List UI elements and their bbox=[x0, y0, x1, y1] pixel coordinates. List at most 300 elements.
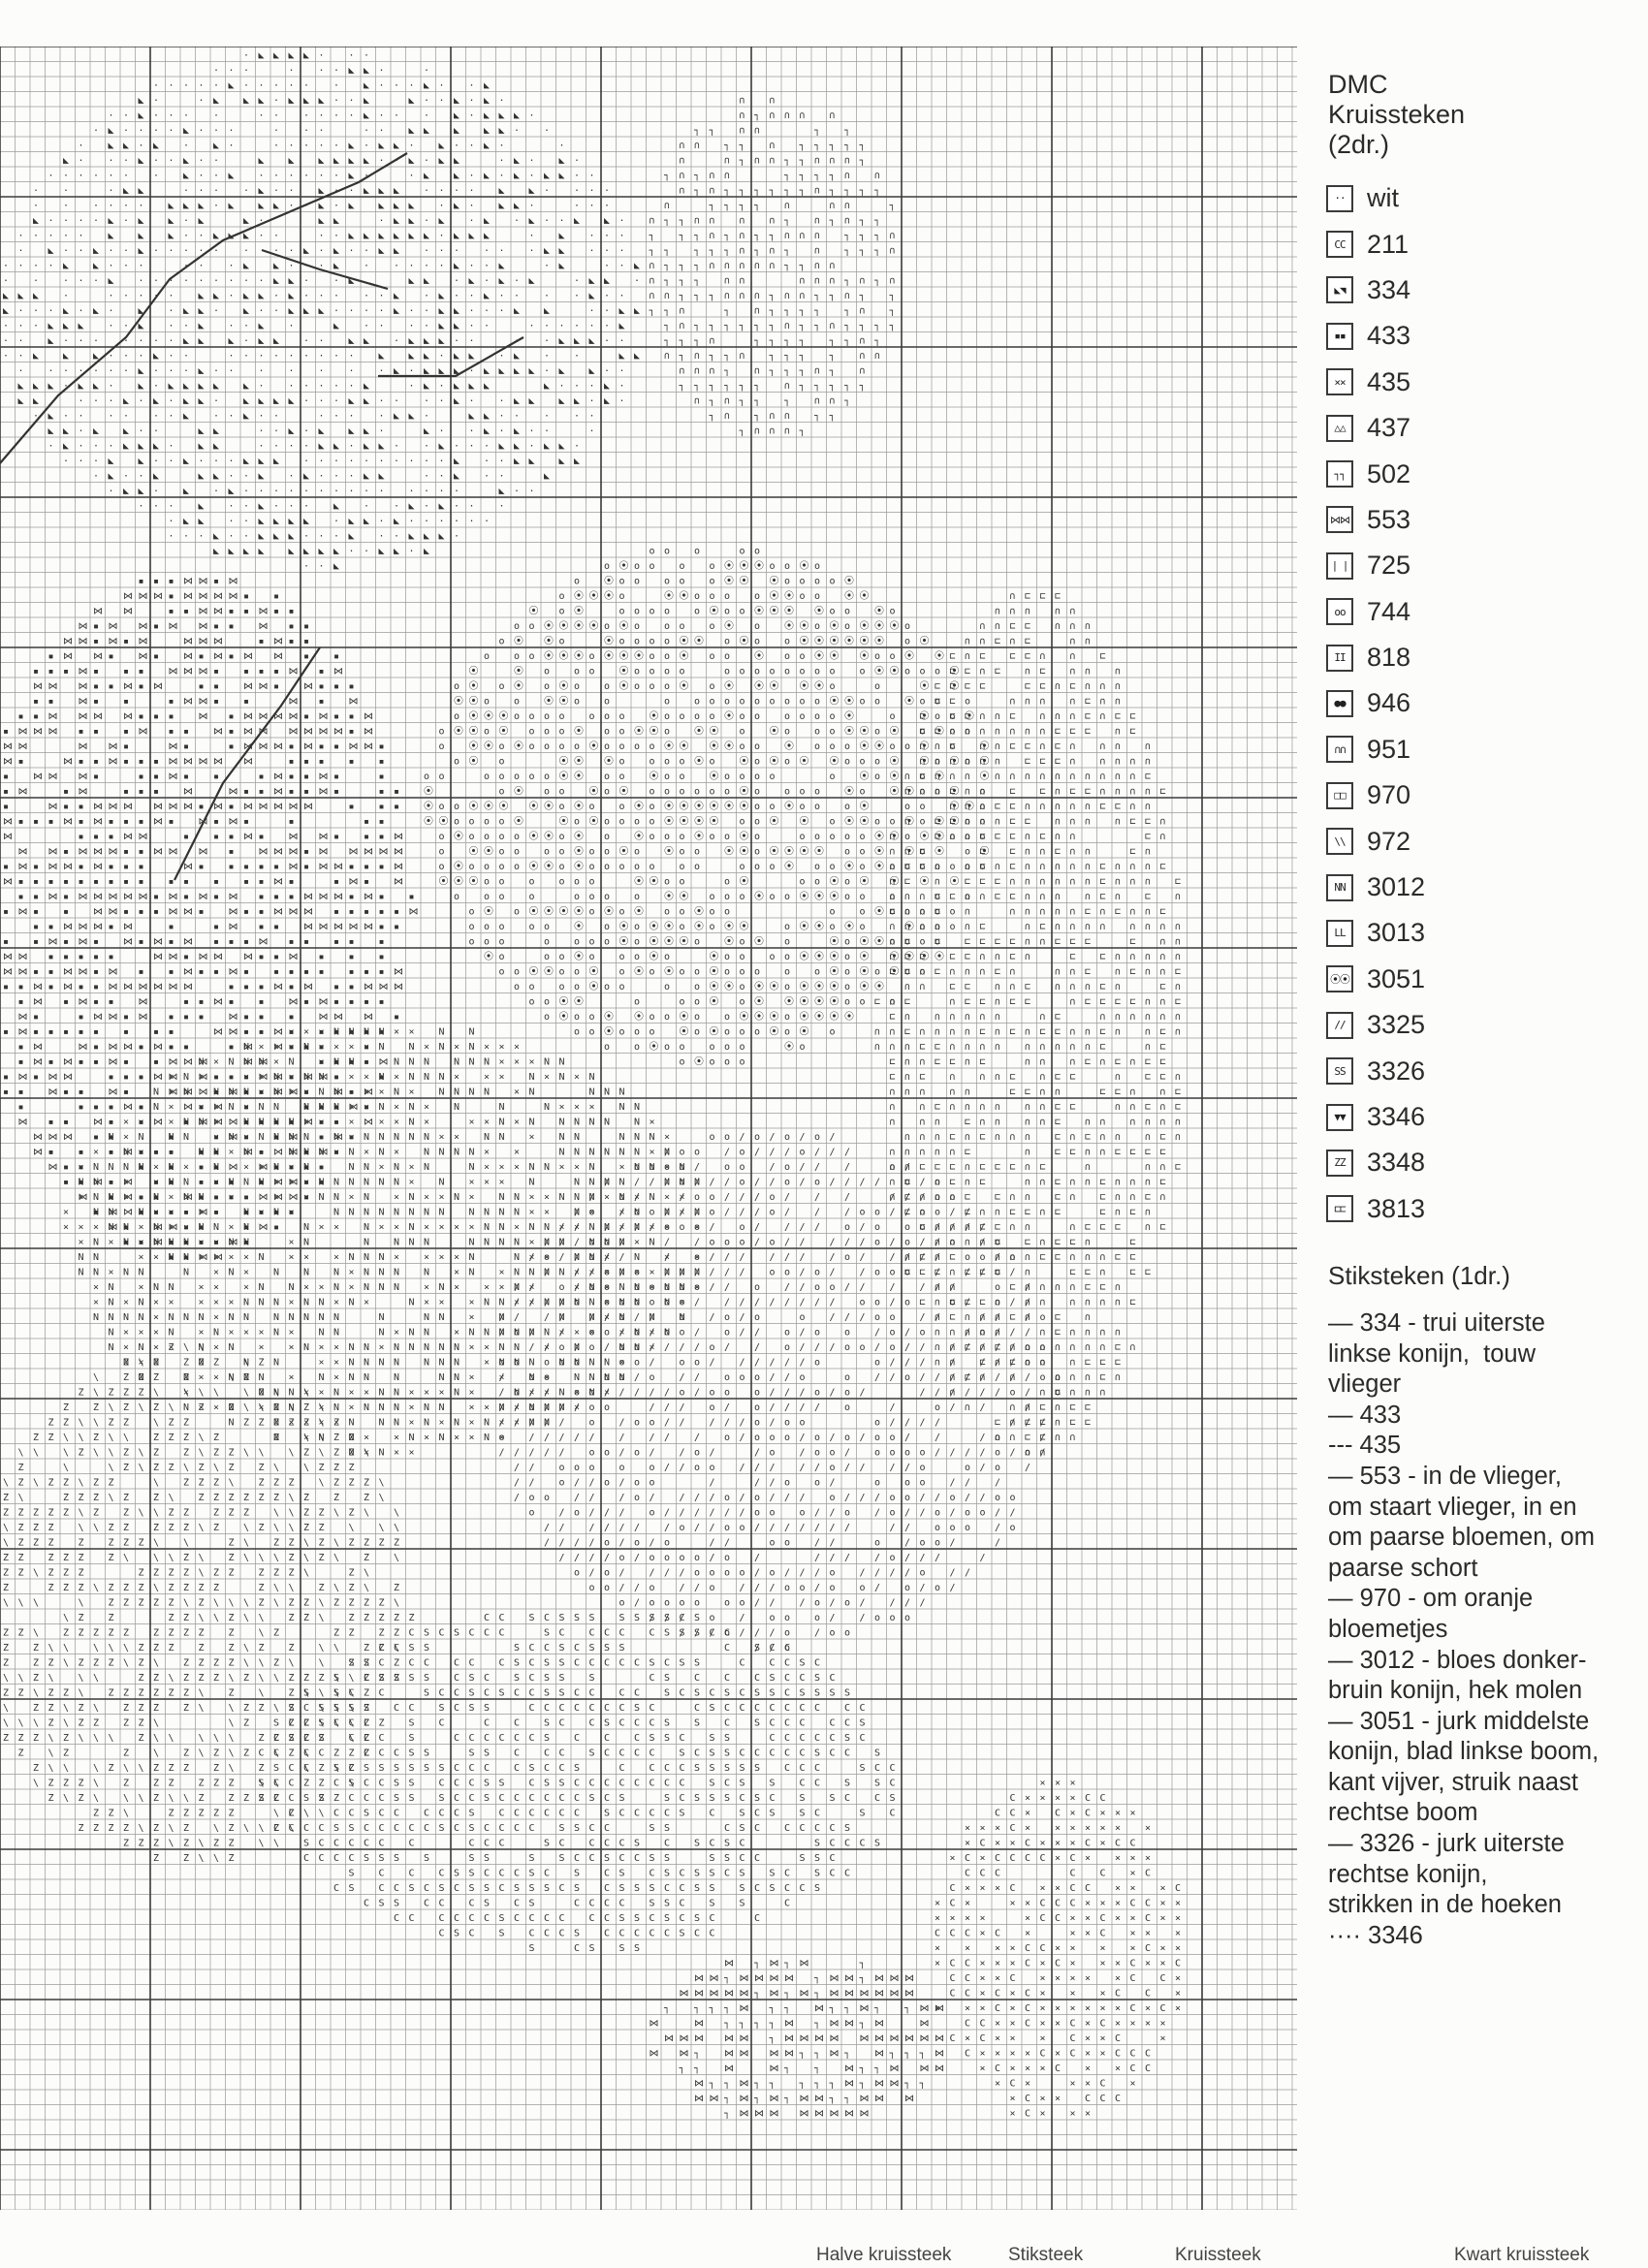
svg-text:∩: ∩ bbox=[965, 817, 970, 828]
svg-text:⊏: ⊏ bbox=[1010, 892, 1016, 902]
svg-text:N: N bbox=[289, 1148, 295, 1158]
legend-swatch-symbol: ◣◥ bbox=[1326, 276, 1353, 303]
legend-item bbox=[1326, 268, 1636, 313]
svg-text:◣: ◣ bbox=[109, 471, 114, 482]
svg-text:⋈: ⋈ bbox=[229, 1162, 238, 1173]
svg-text:o: o bbox=[830, 727, 836, 738]
stiksteken-line: — 3012 - bloes donker- bbox=[1328, 1646, 1636, 1677]
svg-text:·: · bbox=[243, 487, 249, 497]
svg-text:⋈: ⋈ bbox=[18, 741, 28, 752]
svg-text:×: × bbox=[394, 1072, 399, 1083]
svg-text:▪: ▪ bbox=[123, 1238, 129, 1248]
svg-text:▪: ▪ bbox=[243, 1132, 249, 1143]
svg-text:·: · bbox=[454, 186, 460, 197]
svg-text:⋈: ⋈ bbox=[243, 727, 253, 738]
svg-text:▪: ▪ bbox=[3, 727, 9, 738]
svg-text:∩: ∩ bbox=[814, 276, 820, 287]
svg-text:▪: ▪ bbox=[213, 1132, 219, 1143]
svg-text:▪: ▪ bbox=[153, 907, 159, 918]
svg-text:◣: ◣ bbox=[243, 306, 249, 317]
svg-text:∩: ∩ bbox=[1130, 772, 1136, 782]
svg-text:∩: ∩ bbox=[1070, 1178, 1076, 1188]
svg-text:o: o bbox=[559, 952, 565, 962]
svg-text:∩: ∩ bbox=[694, 141, 700, 151]
svg-text:∩: ∩ bbox=[1160, 997, 1166, 1008]
svg-text:⋈: ⋈ bbox=[349, 1102, 359, 1113]
svg-text:⊏: ⊏ bbox=[1025, 637, 1030, 647]
svg-text:▪: ▪ bbox=[259, 952, 265, 962]
svg-text:o: o bbox=[724, 1388, 730, 1399]
svg-text:/: / bbox=[754, 1238, 760, 1248]
svg-text:o: o bbox=[589, 1027, 595, 1038]
svg-text:▪: ▪ bbox=[48, 1148, 54, 1158]
svg-text:N: N bbox=[529, 1328, 535, 1339]
svg-text:×: × bbox=[349, 1388, 355, 1399]
svg-text:∩: ∩ bbox=[754, 426, 760, 437]
svg-text:o: o bbox=[710, 651, 715, 662]
svg-text:o: o bbox=[770, 1192, 776, 1203]
svg-text:o: o bbox=[650, 1298, 655, 1308]
svg-text:⊏: ⊏ bbox=[935, 1162, 940, 1173]
svg-text:o: o bbox=[664, 667, 670, 677]
svg-text:/: / bbox=[634, 1222, 640, 1233]
svg-text:⋈: ⋈ bbox=[259, 741, 269, 752]
legend-title bbox=[1328, 70, 1636, 160]
svg-text:o: o bbox=[589, 1418, 595, 1429]
svg-text:∩: ∩ bbox=[710, 336, 715, 347]
svg-text:o: o bbox=[439, 772, 445, 782]
svg-text:o: o bbox=[965, 697, 970, 708]
svg-text:⊏: ⊏ bbox=[950, 667, 956, 677]
svg-text:▪: ▪ bbox=[273, 1162, 279, 1173]
svg-text:⦿: ⦿ bbox=[860, 726, 870, 738]
svg-text:N: N bbox=[139, 1372, 144, 1383]
svg-text:⦿: ⦿ bbox=[814, 996, 824, 1008]
svg-text:▪: ▪ bbox=[18, 1102, 24, 1113]
svg-text:∩: ∩ bbox=[965, 1312, 970, 1323]
svg-text:⦿: ⦿ bbox=[860, 981, 870, 992]
svg-text:×: × bbox=[439, 1388, 445, 1399]
svg-text:▪: ▪ bbox=[109, 1118, 114, 1128]
svg-text:/: / bbox=[634, 1312, 640, 1323]
svg-text:⋈: ⋈ bbox=[259, 1162, 269, 1173]
svg-text:▪: ▪ bbox=[169, 937, 174, 948]
svg-text:┐: ┐ bbox=[814, 126, 820, 137]
svg-text:·: · bbox=[213, 306, 219, 317]
svg-text:o: o bbox=[710, 591, 715, 602]
svg-text:×: × bbox=[394, 1433, 399, 1443]
svg-text:·: · bbox=[499, 306, 505, 317]
svg-text:o: o bbox=[484, 877, 490, 888]
svg-text:⋈: ⋈ bbox=[79, 637, 88, 647]
svg-text:N: N bbox=[544, 1238, 550, 1248]
svg-text:⦿: ⦿ bbox=[424, 786, 433, 798]
svg-text:◣: ◣ bbox=[319, 201, 325, 211]
svg-text:⋈: ⋈ bbox=[303, 727, 313, 738]
svg-text:◣: ◣ bbox=[183, 487, 189, 497]
svg-text:∩: ∩ bbox=[965, 1238, 970, 1248]
svg-text:·: · bbox=[229, 411, 235, 422]
svg-text:∩: ∩ bbox=[1145, 997, 1151, 1008]
svg-text:◣: ◣ bbox=[619, 306, 625, 317]
svg-text:∩: ∩ bbox=[710, 261, 715, 271]
svg-text:o: o bbox=[680, 877, 685, 888]
svg-text:▪: ▪ bbox=[213, 772, 219, 782]
svg-text:N: N bbox=[109, 1298, 114, 1308]
svg-text:N: N bbox=[559, 1402, 565, 1413]
svg-text:o: o bbox=[710, 1057, 715, 1068]
svg-text:/: / bbox=[920, 1372, 926, 1383]
svg-text:o: o bbox=[559, 982, 565, 992]
svg-text:⊏: ⊏ bbox=[1115, 711, 1121, 722]
svg-text:◣: ◣ bbox=[33, 351, 39, 362]
svg-text:⊏: ⊏ bbox=[890, 907, 896, 918]
svg-text:·: · bbox=[109, 411, 114, 422]
svg-text:⊏: ⊏ bbox=[965, 952, 970, 962]
svg-text:◣: ◣ bbox=[604, 381, 610, 392]
svg-text:o: o bbox=[664, 697, 670, 708]
svg-text:·: · bbox=[213, 246, 219, 257]
svg-text:/: / bbox=[680, 1463, 685, 1473]
svg-text:▪: ▪ bbox=[199, 1192, 205, 1203]
svg-text:×: × bbox=[349, 1072, 355, 1083]
svg-text:×: × bbox=[169, 1222, 174, 1233]
svg-text:o: o bbox=[604, 832, 610, 842]
svg-text:/: / bbox=[664, 1148, 670, 1158]
svg-text:o: o bbox=[830, 667, 836, 677]
svg-text:o: o bbox=[814, 1268, 820, 1278]
svg-text:▪: ▪ bbox=[379, 907, 385, 918]
svg-text:/: / bbox=[740, 1268, 745, 1278]
svg-text:N: N bbox=[199, 1118, 205, 1128]
svg-text:×: × bbox=[153, 1208, 159, 1218]
svg-text:o: o bbox=[650, 637, 655, 647]
svg-text:▪: ▪ bbox=[213, 681, 219, 692]
svg-text:⦿: ⦿ bbox=[694, 816, 704, 828]
svg-text:·: · bbox=[48, 231, 54, 241]
svg-text:∩: ∩ bbox=[920, 1118, 926, 1128]
svg-text:▪: ▪ bbox=[109, 651, 114, 662]
legend-color-code: 744 bbox=[1367, 597, 1410, 627]
svg-text:/: / bbox=[664, 1433, 670, 1443]
svg-text:o: o bbox=[544, 922, 550, 932]
svg-text:∩: ∩ bbox=[1025, 1268, 1030, 1278]
svg-text:×: × bbox=[544, 1072, 550, 1083]
svg-text:∩: ∩ bbox=[920, 1148, 926, 1158]
svg-text:⋈: ⋈ bbox=[364, 1087, 373, 1098]
svg-text:o: o bbox=[904, 1448, 910, 1459]
svg-text:◣: ◣ bbox=[514, 426, 520, 437]
svg-text:⋈: ⋈ bbox=[33, 997, 43, 1008]
svg-text:⦿: ⦿ bbox=[559, 756, 569, 768]
legend-color-code: 818 bbox=[1367, 643, 1410, 673]
svg-text:▪: ▪ bbox=[33, 922, 39, 932]
svg-text:⦿: ⦿ bbox=[874, 906, 884, 918]
svg-text:N: N bbox=[243, 1057, 249, 1068]
svg-text:·: · bbox=[303, 381, 309, 392]
svg-text:o: o bbox=[920, 847, 926, 858]
svg-text:◣: ◣ bbox=[213, 441, 219, 452]
svg-text:⋈: ⋈ bbox=[109, 967, 118, 978]
svg-text:o: o bbox=[784, 667, 790, 677]
svg-text:/: / bbox=[634, 1178, 640, 1188]
svg-text:◣: ◣ bbox=[243, 547, 249, 557]
svg-text:▪: ▪ bbox=[48, 667, 54, 677]
svg-text:o: o bbox=[890, 1448, 896, 1459]
svg-text:∩: ∩ bbox=[1115, 877, 1121, 888]
svg-text:∩: ∩ bbox=[1040, 1042, 1046, 1053]
svg-text:⦿: ⦿ bbox=[559, 906, 569, 918]
svg-text:·: · bbox=[439, 246, 445, 257]
svg-text:▪: ▪ bbox=[259, 862, 265, 872]
svg-text:/: / bbox=[529, 1282, 535, 1293]
svg-text:⋈: ⋈ bbox=[153, 817, 163, 828]
svg-text:/: / bbox=[1025, 1282, 1030, 1293]
svg-text:⦿: ⦿ bbox=[664, 590, 674, 602]
svg-text:o: o bbox=[800, 1312, 806, 1323]
svg-text:/: / bbox=[844, 1282, 850, 1293]
svg-text:◣: ◣ bbox=[394, 246, 399, 257]
svg-text:⦿: ⦿ bbox=[784, 620, 794, 632]
svg-text:▪: ▪ bbox=[213, 1192, 219, 1203]
svg-text:▪: ▪ bbox=[63, 1178, 69, 1188]
svg-text:⋈: ⋈ bbox=[289, 1192, 299, 1203]
svg-text:o: o bbox=[589, 937, 595, 948]
svg-text:N: N bbox=[394, 1282, 399, 1293]
svg-text:o: o bbox=[634, 847, 640, 858]
svg-text:N: N bbox=[273, 1208, 279, 1218]
svg-text:∩: ∩ bbox=[904, 1132, 910, 1143]
svg-text:∩: ∩ bbox=[904, 787, 910, 798]
svg-text:·: · bbox=[499, 246, 505, 257]
svg-text:∩: ∩ bbox=[1070, 1388, 1076, 1399]
svg-text:◣: ◣ bbox=[289, 396, 295, 407]
svg-text:▪: ▪ bbox=[79, 802, 84, 812]
svg-text:o: o bbox=[844, 847, 850, 858]
svg-text:/: / bbox=[1025, 1298, 1030, 1308]
svg-text:·: · bbox=[109, 171, 114, 181]
svg-text:×: × bbox=[559, 1328, 565, 1339]
svg-text:·: · bbox=[379, 156, 385, 167]
svg-text:·: · bbox=[439, 80, 445, 91]
stiksteken-line: rechtse konijn, bbox=[1328, 1860, 1636, 1891]
svg-text:⋈: ⋈ bbox=[303, 907, 313, 918]
svg-text:o: o bbox=[724, 877, 730, 888]
legend-item bbox=[1326, 1140, 1636, 1185]
svg-text:▪: ▪ bbox=[394, 787, 399, 798]
svg-text:◣: ◣ bbox=[153, 396, 159, 407]
svg-text:⋈: ⋈ bbox=[394, 877, 403, 888]
svg-text:N: N bbox=[213, 1162, 219, 1173]
svg-text:o: o bbox=[890, 1433, 896, 1443]
svg-text:┐: ┐ bbox=[770, 306, 776, 317]
svg-text:⋈: ⋈ bbox=[199, 1072, 208, 1083]
svg-text:/: / bbox=[770, 1298, 776, 1308]
svg-text:N: N bbox=[243, 1087, 249, 1098]
svg-text:┐: ┐ bbox=[740, 156, 745, 167]
svg-text:N: N bbox=[333, 1178, 339, 1188]
svg-text:∩: ∩ bbox=[1145, 1162, 1151, 1173]
svg-text:/: / bbox=[784, 1148, 790, 1158]
svg-text:∩: ∩ bbox=[980, 1238, 986, 1248]
svg-text:×: × bbox=[469, 1222, 475, 1233]
svg-text:N: N bbox=[93, 1238, 99, 1248]
svg-text:▪: ▪ bbox=[379, 741, 385, 752]
svg-text:N: N bbox=[364, 1252, 369, 1263]
svg-text:⋈: ⋈ bbox=[109, 892, 118, 902]
svg-text:◣: ◣ bbox=[169, 216, 174, 227]
svg-text:N: N bbox=[499, 1328, 505, 1339]
svg-text:×: × bbox=[379, 1118, 385, 1128]
svg-text:⦿: ⦿ bbox=[574, 771, 584, 782]
svg-text:o: o bbox=[814, 1328, 820, 1339]
svg-text:⊏: ⊏ bbox=[1085, 967, 1091, 978]
svg-text:⦿: ⦿ bbox=[740, 801, 749, 812]
svg-text:×: × bbox=[424, 1222, 429, 1233]
svg-text:◣: ◣ bbox=[349, 336, 355, 347]
svg-text:/: / bbox=[784, 1388, 790, 1399]
svg-text:×: × bbox=[123, 1132, 129, 1143]
svg-text:/: / bbox=[559, 1402, 565, 1413]
svg-text:N: N bbox=[289, 1282, 295, 1293]
svg-text:◣: ◣ bbox=[213, 381, 219, 392]
svg-text:⋈: ⋈ bbox=[183, 1087, 193, 1098]
svg-text:·: · bbox=[559, 141, 565, 151]
svg-text:⋈: ⋈ bbox=[63, 637, 73, 647]
svg-text:N: N bbox=[499, 1132, 505, 1143]
svg-text:o: o bbox=[830, 577, 836, 587]
svg-text:·: · bbox=[469, 141, 475, 151]
svg-text:∩: ∩ bbox=[814, 231, 820, 241]
svg-text:◣: ◣ bbox=[484, 110, 490, 121]
svg-text:o: o bbox=[604, 847, 610, 858]
svg-text:·: · bbox=[499, 141, 505, 151]
svg-text:⦿: ⦿ bbox=[484, 846, 493, 858]
svg-text:o: o bbox=[544, 787, 550, 798]
svg-text:◣: ◣ bbox=[33, 216, 39, 227]
svg-text:◣: ◣ bbox=[273, 457, 279, 467]
svg-text:┐: ┐ bbox=[710, 201, 715, 211]
svg-text:◣: ◣ bbox=[303, 517, 309, 527]
svg-text:×: × bbox=[259, 1342, 265, 1353]
svg-text:▪: ▪ bbox=[243, 907, 249, 918]
svg-text:o: o bbox=[694, 862, 700, 872]
svg-text:o: o bbox=[634, 577, 640, 587]
svg-text:o: o bbox=[694, 1027, 700, 1038]
svg-text:∩: ∩ bbox=[950, 1072, 956, 1083]
svg-text:▪: ▪ bbox=[243, 817, 249, 828]
svg-text:∩: ∩ bbox=[1175, 1012, 1181, 1023]
svg-text:/: / bbox=[1010, 1418, 1016, 1429]
svg-text:·: · bbox=[364, 487, 369, 497]
svg-text:/: / bbox=[995, 1312, 1000, 1323]
svg-text:┐: ┐ bbox=[860, 231, 866, 241]
svg-text:∩: ∩ bbox=[995, 1072, 1000, 1083]
svg-text:◣: ◣ bbox=[454, 321, 460, 331]
svg-text:∩: ∩ bbox=[965, 1132, 970, 1143]
svg-text:·: · bbox=[183, 141, 189, 151]
svg-text:∩: ∩ bbox=[1070, 1282, 1076, 1293]
svg-text:◣: ◣ bbox=[48, 336, 54, 347]
svg-text:·: · bbox=[469, 321, 475, 331]
svg-text:·: · bbox=[379, 321, 385, 331]
svg-text:·: · bbox=[604, 186, 610, 197]
svg-text:▪: ▪ bbox=[213, 1238, 219, 1248]
svg-text:◣: ◣ bbox=[79, 321, 84, 331]
svg-text:▪: ▪ bbox=[183, 997, 189, 1008]
svg-text:▪: ▪ bbox=[349, 997, 355, 1008]
svg-text:◣: ◣ bbox=[349, 231, 355, 241]
svg-text:·: · bbox=[109, 321, 114, 331]
svg-text:⦿: ⦿ bbox=[800, 1011, 809, 1023]
svg-text:·: · bbox=[213, 366, 219, 377]
svg-text:∩: ∩ bbox=[995, 772, 1000, 782]
svg-text:o: o bbox=[814, 1132, 820, 1143]
svg-text:◣: ◣ bbox=[319, 216, 325, 227]
svg-text:▪: ▪ bbox=[183, 1208, 189, 1218]
svg-text:×: × bbox=[139, 1148, 144, 1158]
svg-text:o: o bbox=[664, 681, 670, 692]
svg-text:∩: ∩ bbox=[740, 291, 745, 301]
svg-text:▪: ▪ bbox=[213, 922, 219, 932]
svg-text:∩: ∩ bbox=[1025, 1298, 1030, 1308]
svg-text:/: / bbox=[784, 1222, 790, 1233]
svg-text:∩: ∩ bbox=[1130, 862, 1136, 872]
svg-text:o: o bbox=[950, 1493, 956, 1503]
svg-text:·: · bbox=[153, 110, 159, 121]
svg-text:⊏: ⊏ bbox=[1115, 1252, 1121, 1263]
svg-text:o: o bbox=[800, 667, 806, 677]
svg-text:o: o bbox=[784, 561, 790, 572]
svg-text:◣: ◣ bbox=[454, 457, 460, 467]
svg-text:/: / bbox=[740, 1312, 745, 1323]
svg-text:o: o bbox=[529, 1372, 535, 1383]
svg-text:N: N bbox=[349, 1057, 355, 1068]
svg-text:⊏: ⊏ bbox=[1160, 787, 1166, 798]
svg-text:N: N bbox=[559, 1148, 565, 1158]
svg-text:⦿: ⦿ bbox=[814, 680, 824, 692]
svg-text:▪: ▪ bbox=[93, 1132, 99, 1143]
svg-text:N: N bbox=[619, 1148, 625, 1158]
svg-text:┐: ┐ bbox=[814, 321, 820, 331]
svg-text:⦿: ⦿ bbox=[650, 710, 659, 722]
svg-text:⊏: ⊏ bbox=[995, 1162, 1000, 1173]
svg-text:·: · bbox=[303, 110, 309, 121]
svg-text:⋈: ⋈ bbox=[79, 621, 88, 632]
svg-text:⦿: ⦿ bbox=[544, 831, 554, 842]
svg-text:⋈: ⋈ bbox=[199, 952, 208, 962]
svg-text:N: N bbox=[79, 1252, 84, 1263]
svg-text:N: N bbox=[424, 1148, 429, 1158]
svg-text:·: · bbox=[199, 246, 205, 257]
svg-text:·: · bbox=[139, 471, 144, 482]
svg-text:o: o bbox=[935, 697, 940, 708]
svg-text:/: / bbox=[740, 1252, 745, 1263]
svg-text:⦿: ⦿ bbox=[800, 891, 809, 902]
stiksteken-line: vlieger bbox=[1328, 1370, 1636, 1401]
svg-text:⦿: ⦿ bbox=[650, 876, 659, 888]
svg-text:∩: ∩ bbox=[1175, 892, 1181, 902]
svg-text:∩: ∩ bbox=[995, 1433, 1000, 1443]
svg-text:N: N bbox=[229, 1087, 235, 1098]
svg-text:⊏: ⊏ bbox=[1100, 1192, 1106, 1203]
svg-text:o: o bbox=[680, 922, 685, 932]
svg-text:/: / bbox=[619, 1328, 625, 1339]
svg-text:·: · bbox=[604, 336, 610, 347]
svg-text:·: · bbox=[424, 457, 429, 467]
svg-text:N: N bbox=[349, 1148, 355, 1158]
svg-text:N: N bbox=[634, 1328, 640, 1339]
